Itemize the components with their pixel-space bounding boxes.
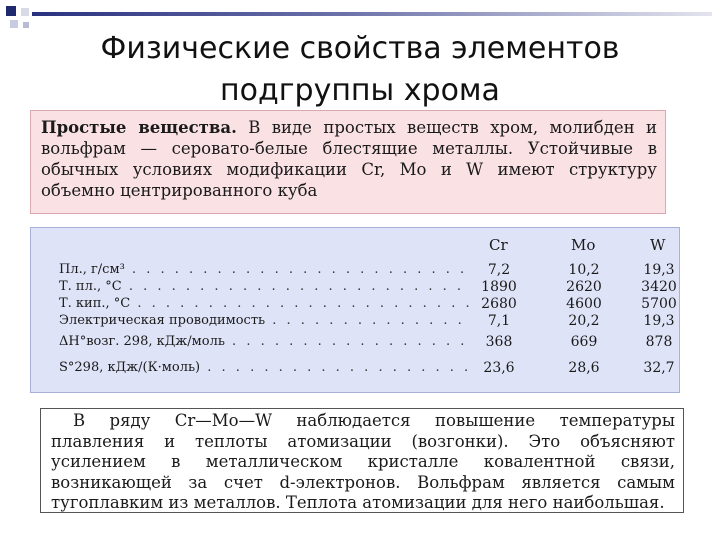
value-mo: 2620 (566, 279, 602, 295)
table-row (31, 360, 679, 377)
row-label: Пл., г/см³ . . . (59, 262, 469, 277)
value-cr: 7,1 (487, 313, 511, 329)
value-cr: 368 (485, 334, 513, 350)
row-label: ΔH°возг. 298, кДж/моль . . . (59, 334, 469, 349)
value-cr: 2680 (481, 296, 517, 312)
value-mo: 669 (570, 334, 598, 350)
value-w: 878 (645, 334, 673, 350)
intro-lead: Простые вещества. (41, 118, 237, 137)
intro-text: В виде простых веществ хром, молибден и вольфрам — серовато-белые блестящие металлы. Устойчивые в обычных условиях модификации Cr, Mo и W имеют структуру объемно центрированного куба (41, 118, 658, 200)
value-cr: 23,6 (483, 360, 515, 376)
value-w: 5700 (641, 296, 677, 312)
decor-square (23, 22, 29, 28)
value-cr: 7,2 (487, 262, 511, 278)
decor-square (6, 6, 16, 16)
column-header-mo: Mo (571, 236, 596, 254)
table-row (31, 279, 679, 296)
value-w: 32,7 (643, 360, 675, 376)
row-label: Электрическая проводимость . . . (59, 313, 469, 328)
value-mo: 20,2 (568, 313, 600, 329)
value-cr: 1890 (481, 279, 517, 295)
column-header-w: W (650, 236, 666, 254)
summary-box (40, 408, 684, 513)
title-line-2: подгруппы хрома (220, 73, 500, 108)
value-mo: 28,6 (568, 360, 600, 376)
decor-square (10, 20, 18, 28)
summary-text: В ряду Cr—Mo—W наблюдается повышение температуры плавления и теплоты атомизации (возгонки). Это объясняют усилением в металлическом кристалле ковалентной связи, возникающей за счет d-электронов. Вольфрам является самым тугоплавким из металлов. Теплота атомизации для него наибольшая. (51, 411, 675, 512)
table-row (31, 296, 679, 313)
value-w: 19,3 (643, 313, 675, 329)
title-line-1: Физические свойства элементов (100, 31, 620, 66)
decor-square (21, 8, 29, 16)
column-header-cr: Cr (489, 236, 508, 254)
row-label: Т. пл., °С . . . (59, 279, 469, 294)
table-row (31, 334, 679, 351)
value-w: 19,3 (643, 262, 675, 278)
slide-title (40, 28, 680, 112)
value-mo: 4600 (566, 296, 602, 312)
table-row (31, 313, 679, 330)
table-row (31, 262, 679, 279)
properties-table (30, 227, 680, 393)
row-label: Т. кип., °С . . . (59, 296, 469, 311)
row-label: S°298, кДж/(К·моль) . . . (59, 360, 469, 375)
intro-box (30, 110, 666, 214)
title-rule (32, 12, 712, 16)
value-mo: 10,2 (568, 262, 600, 278)
value-w: 3420 (641, 279, 677, 295)
